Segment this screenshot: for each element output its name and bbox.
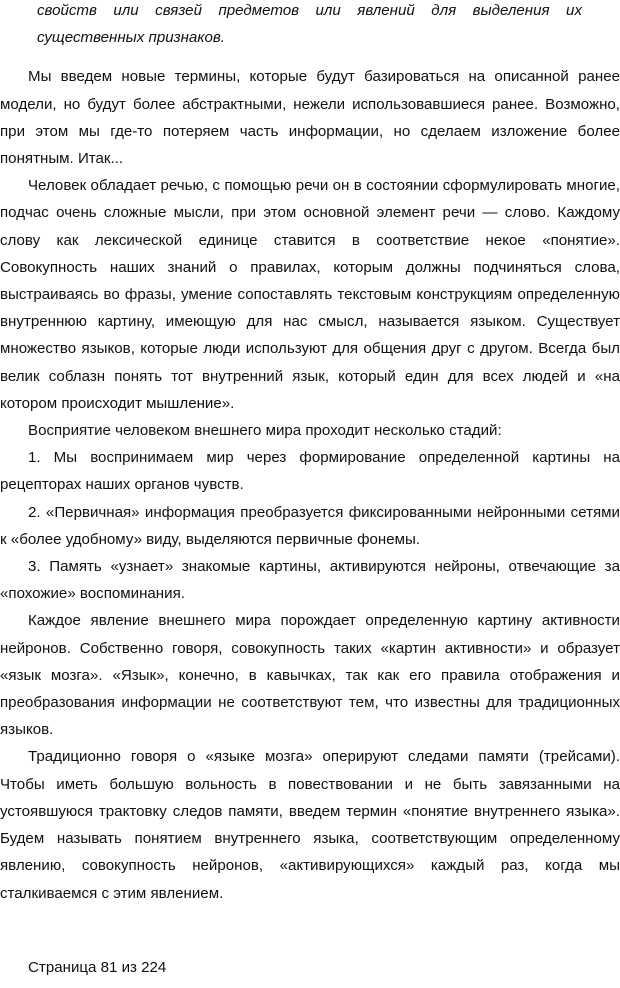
paragraph-4: Каждое явление внешнего мира порождает определенную картину активности нейронов. Собственно говоря, совокупность таких «картин активности» и образует «язык мозга». «Язык», конечно, в кавычках, так как его правила отображения и преобразования информации не соответствуют тем, что известны для традиционных языков. [0, 612, 620, 739]
list-item-2: 2. «Первичная» информация преобразуется фиксированными нейронными сетями к «более удобному» виду, выделяются первичные фонемы. [0, 503, 620, 548]
list-item-1: 1. Мы воспринимаем мир через формирование определенной картины на рецепторах наших органов чувств. [0, 449, 620, 494]
paragraph-5: Традиционно говоря о «языке мозга» оперируют следами памяти (трейсами). Чтобы иметь большую вольность в повествовании и не быть завязанными на устоявшуюся трактовку следов памяти, введем термин «понятие внутреннего языка». Будем называть понятием внутреннего языка, соответствующим определенному явлению, совокупность нейронов, «активирующихся» каждый раз, когда мы сталкиваемся с этим явлением. [0, 748, 620, 902]
italic-quote: свойств или связей предметов или явлений для выделения их существенных признаков. [37, 2, 582, 47]
list-item-3: 3. Память «узнает» знакомые картины, активируются нейроны, отвечающие за «похожие» воспоминания. [0, 558, 620, 603]
page-number-footer: Страница 81 из 224 [28, 959, 167, 976]
paragraph-1: Мы введем новые термины, которые будут базироваться на описанной ранее модели, но будут более абстрактными, нежели использовавшиеся ранее. Возможно, при этом мы где-то потеряем часть информации, но сделаем изложение более понятным. Итак... [0, 68, 620, 168]
spacer [0, 51, 620, 63]
paragraph-3: Восприятие человеком внешнего мира проходит несколько стадий: [28, 422, 502, 440]
paragraph-2: Человек обладает речью, с помощью речи он в состоянии сформулировать многие, подчас очень сложные мысли, при этом основной элемент речи — слово. Каждому слову как лексической единице ставится в соответствие некое «понятие». Совокупность наших знаний о правилах, которым должны подчиняться слова, выстраиваясь во фразы, умение сопоставлять текстовым конструкциям определенную внутреннюю картину, имеющую для нас смысл, называется языком. Существует множество языков, которые люди используют для общения друг с другом. Всегда был велик соблазн понять тот внутренний язык, который един для всех людей и «на котором происходит мышление». [0, 177, 620, 412]
